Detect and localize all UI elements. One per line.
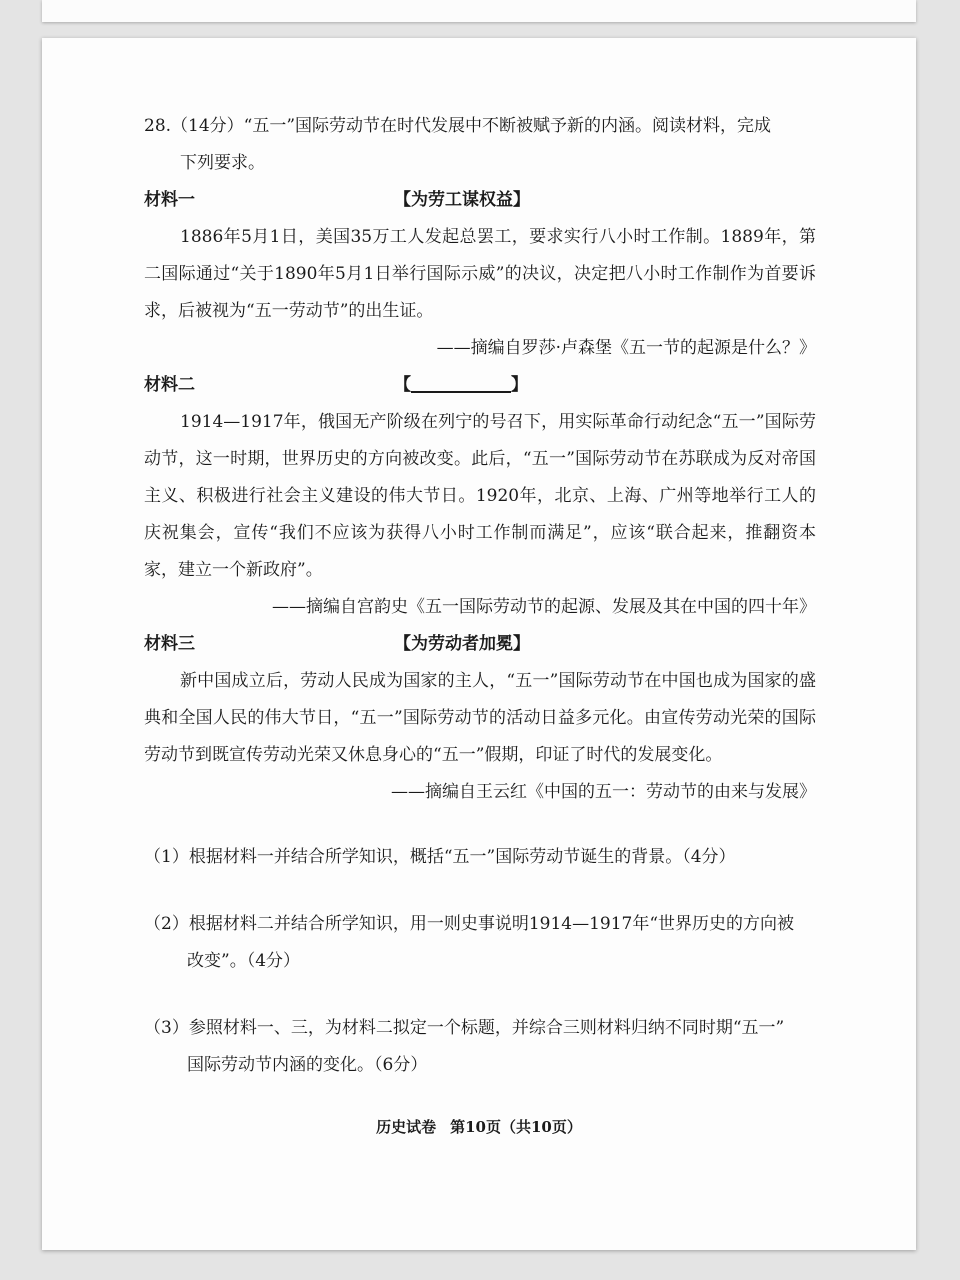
material-3-title: 【为劳动者加冕】 [394, 634, 530, 654]
material-1-header [144, 182, 816, 219]
previous-page-edge [42, 0, 916, 22]
question-stem [144, 108, 816, 145]
material-3-header [144, 626, 816, 663]
material-1-title: 【为劳工谋权益】 [394, 190, 530, 210]
page-content [144, 108, 816, 1084]
material-2-label: 材料二 [144, 375, 195, 395]
question-stem-line2: 下列要求。 [180, 153, 265, 173]
sub-question-2-line2: 改变”。（4分） [187, 951, 301, 971]
material-2-text: 1914—1917年，俄国无产阶级在列宁的号召下，用实际革命行动纪念“五一”国际劳动节，这一时期，世界历史的方向被改变。此后，“五一”国际劳动节在苏联成为反对帝国主义、积极进行社会主义建设的伟大节日。1920年，北京、上海、广州等地举行工人的庆祝集会，宣传“我们不应该为获得八小时工作制而满足”，应该“联合起来，推翻资本家，建立一个新政府”。 [144, 412, 816, 580]
material-2-title: 【 】 [394, 367, 816, 404]
material-3-source: ——摘编自王云红《中国的五一：劳动节的由来与发展》 [391, 782, 816, 802]
material-3-label: 材料三 [144, 634, 195, 654]
sub-question-2 [144, 906, 816, 980]
sub-question-3-line2: 国际劳动节内涵的变化。（6分） [187, 1055, 428, 1075]
material-2-source: ——摘编自宫韵史《五一国际劳动节的起源、发展及其在中国的四十年》 [272, 597, 816, 617]
exam-page [42, 38, 916, 1250]
footer-page-number: 第10页（共10页） [450, 1118, 582, 1136]
sub-question-3-line1: （3）参照材料一、三，为材料二拟定一个标题，并综合三则材料归纳不同时期“五一” [144, 1018, 785, 1038]
material-2-header [144, 367, 816, 404]
material-1-label: 材料一 [144, 190, 195, 210]
footer-subject: 历史试卷 [376, 1118, 437, 1136]
material-1-text: 1886年5月1日，美国35万工人发起总罢工，要求实行八小时工作制。1889年，第二国际通过“关于1890年5月1日举行国际示威”的决议，决定把八小时工作制作为首要诉求，后被视为“五一劳动节”的出生证。 [144, 227, 816, 321]
question-stem-line1: （14分）“五一”国际劳动节在时代发展中不断被赋予新的内涵。阅读材料，完成 [171, 116, 772, 136]
sub-question-2-line1: （2）根据材料二并结合所学知识，用一则史事说明1914—1917年“世界历史的方向被 [144, 914, 795, 934]
page-footer [42, 1116, 916, 1137]
sub-question-1 [144, 839, 816, 876]
material-3-text: 新中国成立后，劳动人民成为国家的主人，“五一”国际劳动节在中国也成为国家的盛典和全国人民的伟大节日，“五一”国际劳动节的活动日益多元化。由宣传劳动光荣的国际劳动节到既宣传劳动光荣又休息身心的“五一”假期，印证了时代的发展变化。 [144, 671, 816, 765]
sub-question-3 [144, 1010, 816, 1084]
title-blank [411, 369, 511, 393]
question-number: 28. [144, 116, 172, 136]
material-1-source: ——摘编自罗莎·卢森堡《五一节的起源是什么？》 [436, 338, 816, 358]
sub-question-1-line1: （1）根据材料一并结合所学知识，概括“五一”国际劳动节诞生的背景。（4分） [144, 847, 736, 867]
